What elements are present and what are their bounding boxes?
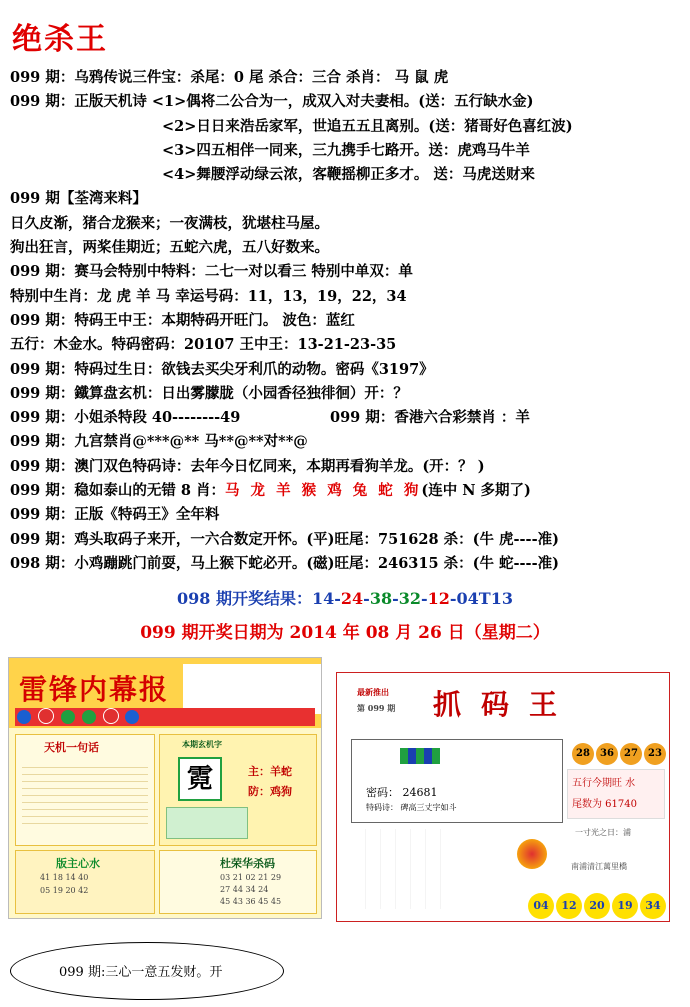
line-11: 099 期：特码王中王：本期特码开旺门。 波色：蓝红 [10, 311, 355, 329]
article-lines [10, 66, 680, 576]
draw-result: 098 期开奖结果：14-24-38-32-12-04T13 [177, 589, 513, 608]
promo-brand: 雷锋内幕报 [19, 673, 170, 706]
side-note: 一寸光之日：浦 [575, 828, 631, 837]
eight-suffix: (连中 N 多期了) [421, 482, 531, 500]
result-number: 04 [456, 589, 479, 608]
bubble-text: 099 期:三心一意五发财。开 [59, 965, 223, 980]
speech-bubble [10, 942, 284, 1000]
result-number: 38 [369, 589, 393, 608]
ball-icon [17, 710, 31, 724]
number-circle: 19 [612, 893, 638, 919]
line-14: 099 期：鐵算盘玄机：日出雾朦胧（小园香径独徘徊）开：？ [10, 384, 408, 402]
right-title: 抓码王 [433, 688, 578, 721]
panel-c-title: 版主心水 [56, 857, 100, 870]
line-9: 099 期：赛马会特别中特料：二七一对以看三 特别中单双：单 [10, 263, 413, 281]
panel-d-row: 45 43 36 45 45 [220, 897, 282, 906]
wuxing-box [567, 769, 665, 819]
ball-icon [82, 710, 96, 724]
side-note-2: 南浦清江萬里橋 [571, 862, 627, 871]
number-circle: 34 [640, 893, 666, 919]
ball-icon [61, 710, 75, 724]
sun-icon [517, 839, 547, 869]
panel-b-title: 本期玄机字 [182, 739, 222, 749]
num-pair: 19 20 42 [52, 886, 89, 895]
issue-text: 第 099 期 [357, 703, 396, 713]
line-15-left: 099 期：小姐杀特段 40--------49 [10, 409, 241, 427]
line-18 [10, 479, 680, 503]
panel-c-nums2 [16, 882, 154, 895]
line-1: 099 期：乌鸦传说三件宝：杀尾：0 尾 杀合：三合 杀肖： 马 鼠 虎 [10, 69, 449, 86]
promo-image-right [336, 672, 670, 922]
panel-banzhu [15, 850, 155, 914]
page-title: 绝杀王 [12, 22, 108, 57]
ball-icon [125, 710, 139, 724]
line-6: 099 期【荃湾来料】 [10, 190, 147, 208]
number-circle: 28 [572, 743, 594, 765]
panel-duronghua [159, 850, 317, 914]
eight-zodiac: 马 龙 羊 猴 鸡 兔 蛇 狗 [225, 482, 422, 500]
logo-icon [400, 748, 440, 764]
special-poem: 特码诗： 碑高三丈字如斗 [366, 803, 457, 812]
code-box [351, 739, 563, 823]
line-15 [10, 406, 680, 430]
line-2: 099 期：正版天机诗 <1>偶将二公合为一，成双入对夫妻相。(送：五行缺水金) [10, 93, 534, 111]
panel-d-row: 03 21 02 21 29 [220, 873, 282, 882]
panel-xuanji [159, 734, 317, 846]
result-number: 12 [427, 589, 450, 608]
line-17: 099 期：澳门双色特码诗：去年今日忆同来，本期再看狗羊龙。(开：？ ) [10, 457, 485, 475]
panel-a-lines [22, 761, 148, 829]
promo-image-left [8, 657, 322, 919]
result-special: T13 [478, 589, 513, 608]
fang-text: 防：鸡狗 [248, 785, 292, 798]
line-20: 099 期：鸡头取码子来开，一六合数定开怀。(平)旺尾：751628 杀：(牛 虎----准) [10, 530, 559, 548]
num-pair: 14 40 [65, 873, 89, 882]
wuxing-text: 五行今期旺 水 [572, 778, 636, 789]
main-char: 霓 [178, 757, 222, 801]
next-draw-date: 099 期开奖日期为 2014 年 08 月 26 日（星期二） [140, 623, 550, 643]
result-number: 14 [312, 589, 335, 608]
panel-d-row: 27 44 34 24 [220, 885, 269, 894]
line-21: 098 期：小鸡蹦跳门前耍，马上猴下蛇必开。(磁)旺尾：246315 杀：(牛 蛇----准) [10, 554, 559, 572]
panel-tianji [15, 734, 155, 846]
line-15-right: 099 期：香港六合彩禁肖 ：羊 [330, 409, 530, 427]
weishu-text: 尾数为 61740 [572, 799, 637, 810]
result-label: 098 期开奖结果： [177, 589, 312, 608]
number-circle: 23 [644, 743, 666, 765]
poem-columns [351, 829, 451, 909]
num-pair: 05 [40, 886, 51, 895]
line-5: <4>舞腰浮动绿云浓，客鞭摇柳正多才。 送：马虎送财来 [162, 166, 535, 184]
line-4: <3>四五相伴一同来，三九携手七路开。送：虎鸡马牛羊 [162, 141, 530, 159]
line-8: 狗出狂言，两桨佳期近；五蛇六虎，五八好数来。 [10, 239, 329, 257]
result-number: 24 [340, 589, 364, 608]
line-13: 099 期：特码过生日：欲钱去买尖牙利爪的动物。密码《3197》 [10, 360, 434, 378]
panel-c-nums [16, 871, 154, 882]
line-12: 五行：木金水。特码密码：20107 王中王：13-21-23-35 [10, 336, 397, 354]
panel-b-grid [166, 807, 248, 839]
number-circle: 27 [620, 743, 642, 765]
line-18-label: 099 期：稳如泰山的无错 8 肖： [10, 482, 225, 500]
panel-d-title: 杜荣华杀码 [220, 857, 275, 870]
line-10: 特别中生肖：龙 虎 羊 马 幸运号码：11，13，19，22，34 [10, 287, 407, 305]
line-16: 099 期：九宫禁肖@***@** 马**@**对**@ [10, 433, 308, 451]
number-circle: 12 [556, 893, 582, 919]
bottom-circles [527, 893, 667, 919]
ball-icon [103, 708, 119, 724]
zhu-text: 主：羊蛇 [248, 765, 292, 778]
line-19: 099 期：正版《特码王》全年料 [10, 506, 220, 524]
ball-icon [38, 708, 54, 724]
promo-number-row [15, 708, 315, 726]
panel-a-title: 天机一句话 [44, 741, 99, 754]
promo-blank-box [183, 664, 322, 714]
top-circles [571, 741, 667, 765]
line-7: 日久皮渐，猪合龙猴来；一夜满枝，犹堪柱马屋。 [10, 214, 329, 232]
number-circle: 20 [584, 893, 610, 919]
num-pair: 41 18 [40, 873, 63, 882]
number-circle: 04 [528, 893, 554, 919]
number-circle: 36 [596, 743, 618, 765]
result-number: 32 [398, 589, 421, 608]
line-3: <2>日日来浩岳家军，世追五五且离别。(送：猪哥好色喜红波) [162, 117, 573, 135]
tag-text: 最新推出 [357, 687, 389, 697]
code-text: 密码： 24681 [366, 786, 438, 799]
